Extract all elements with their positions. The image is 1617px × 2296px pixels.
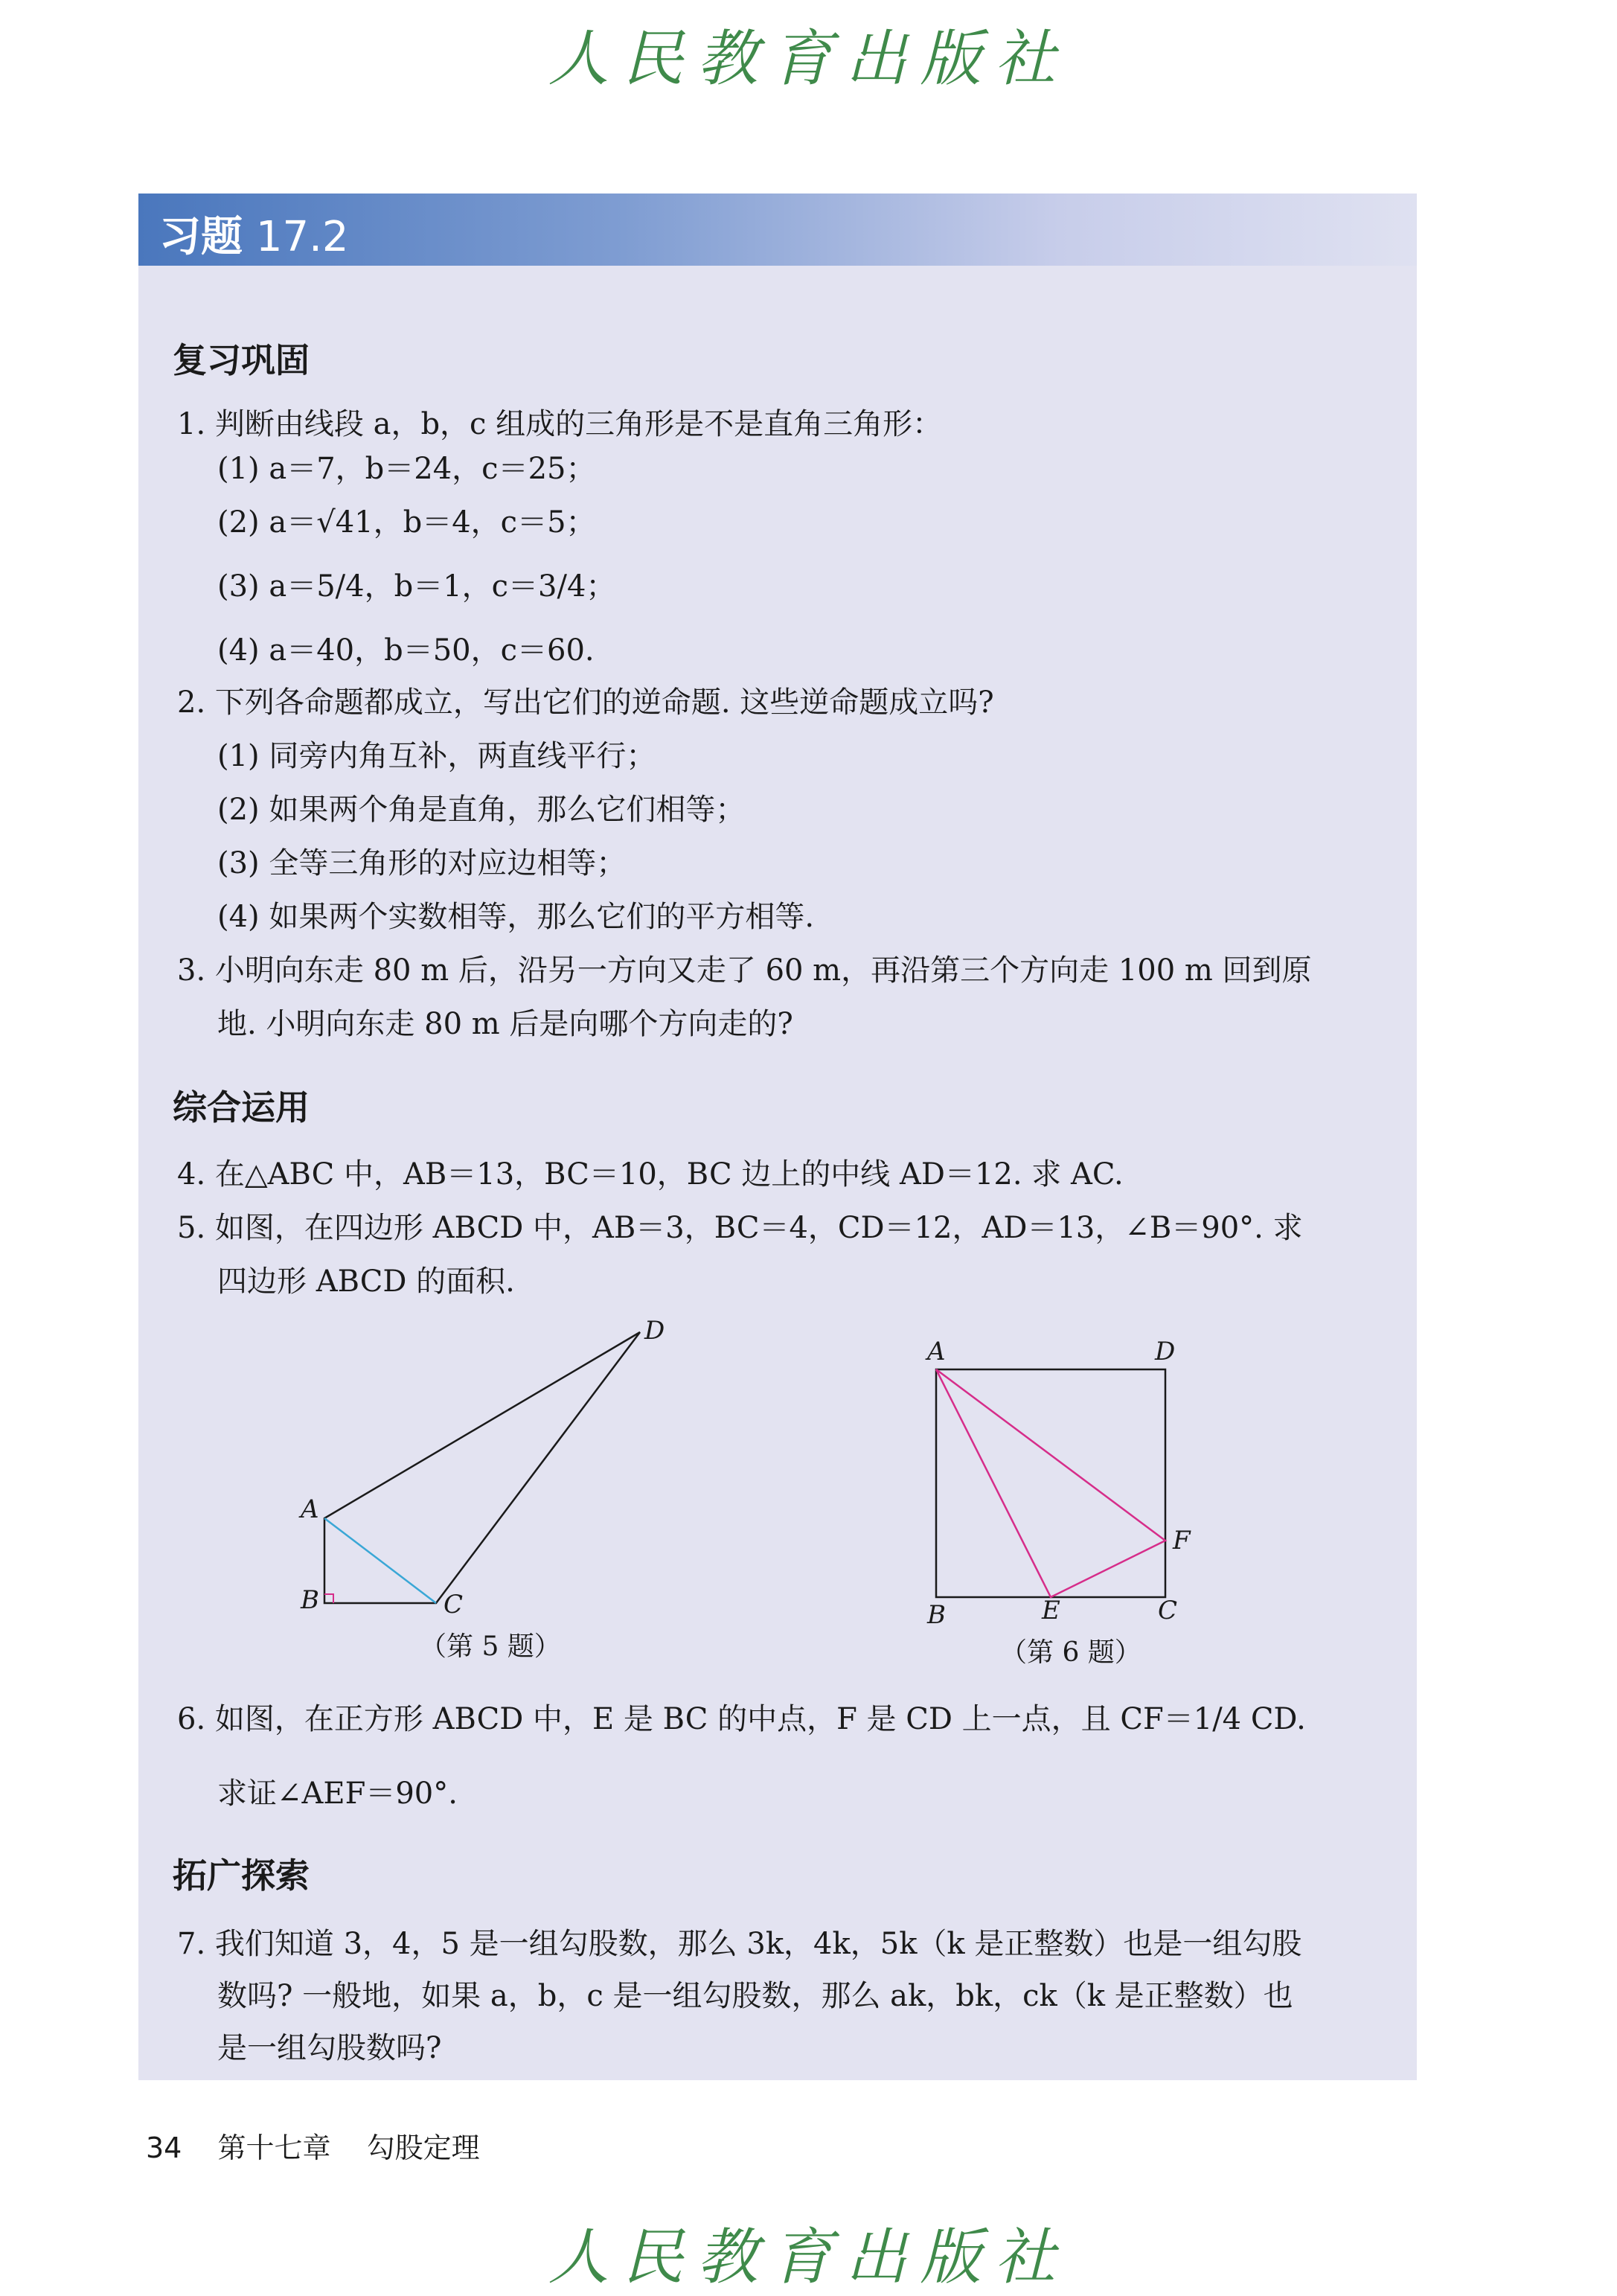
fig5-label-d: D — [644, 1316, 665, 1346]
fig5-caption: （第 5 题） — [420, 1631, 561, 1662]
publisher-logo-top: 人民教育出版社 — [548, 24, 1069, 95]
square-abcd — [936, 1369, 1165, 1597]
problem-1-stem: 1. 判断由线段 a，b，c 组成的三角形是不是直角三角形： — [177, 407, 943, 441]
fig6-label-d: D — [1155, 1337, 1176, 1366]
problem-6-line-1: 6. 如图，在正方形 ABCD 中，E 是 BC 的中点，F 是 CD 上一点，且 CF＝1/4 CD. — [177, 1702, 1306, 1736]
problem-3-line-2: 地. 小明向东走 80 m 后是向哪个方向走的? — [217, 1007, 793, 1041]
section-apply: 综合运用 — [173, 1087, 310, 1128]
triangle-aef — [936, 1369, 1165, 1597]
problem-1-part-2: (2) a＝√41，b＝4，c＝5； — [217, 505, 596, 540]
problem-1-part-3: (3) a＝5/4，b＝1，c＝3/4； — [217, 569, 616, 604]
fig6-label-e: E — [1042, 1596, 1060, 1625]
fig6-label-a: A — [927, 1337, 946, 1366]
problem-6-line-2: 求证∠AEF＝90°. — [217, 1777, 458, 1811]
exercise-title-prefix: 习题 — [159, 213, 243, 261]
problem-1-part-4: (4) a＝40，b＝50，c＝60. — [217, 633, 595, 668]
problem-5-line-2: 四边形 ABCD 的面积. — [217, 1264, 515, 1299]
problem-2-stem: 2. 下列各命题都成立，写出它们的逆命题. 这些逆命题成立吗? — [177, 685, 994, 720]
chapter-title: 勾股定理 — [366, 2132, 480, 2164]
fig5-label-c: C — [444, 1590, 464, 1619]
exercise-number: 17.2 — [255, 213, 349, 261]
problem-2-part-1: (1) 同旁内角互补，两直线平行； — [217, 739, 656, 773]
fig6-label-c: C — [1158, 1596, 1178, 1625]
page-number: 34 — [146, 2132, 182, 2164]
page-footer — [146, 2125, 507, 2166]
publisher-logo-bottom: 人民教育出版社 — [548, 2222, 1069, 2293]
problem-7-line-3: 是一组勾股数吗? — [217, 2031, 442, 2065]
fig6-label-b: B — [927, 1600, 946, 1630]
problem-7-line-2: 数吗? 一般地，如果 a，b，c 是一组勾股数，那么 ak，bk，ck（k 是正整数）也 — [217, 1979, 1293, 2013]
fig5-label-b: B — [301, 1585, 319, 1615]
problem-2-part-4: (4) 如果两个实数相等，那么它们的平方相等. — [217, 900, 815, 934]
problem-7-line-1: 7. 我们知道 3，4，5 是一组勾股数，那么 3k，4k，5k（k 是正整数）也是一组勾股 — [177, 1927, 1302, 1961]
fig5-label-a: A — [301, 1494, 319, 1524]
problem-2-part-3: (3) 全等三角形的对应边相等； — [217, 846, 627, 880]
problem-5-line-1: 5. 如图，在四边形 ABCD 中，AB＝3，BC＝4，CD＝12，AD＝13，∠B＝90°. 求 — [177, 1211, 1303, 1245]
fig6-caption: （第 6 题） — [1000, 1637, 1141, 1668]
section-review: 复习巩固 — [173, 340, 310, 380]
fig6-label-f: F — [1173, 1526, 1191, 1555]
problem-3-line-1: 3. 小明向东走 80 m 后，沿另一方向又走了 60 m，再沿第三个方向走 100 m 回到原 — [177, 953, 1312, 988]
problem-4: 4. 在△ABC 中，AB＝13，BC＝10，BC 边上的中线 AD＝12. 求 AC. — [177, 1157, 1124, 1192]
chapter-label: 第十七章 — [217, 2132, 331, 2164]
problem-1-part-1: (1) a＝7，b＝24，c＝25； — [217, 452, 596, 486]
problem-2-part-2: (2) 如果两个角是直角，那么它们相等； — [217, 793, 746, 827]
section-explore: 拓广探索 — [173, 1855, 310, 1896]
